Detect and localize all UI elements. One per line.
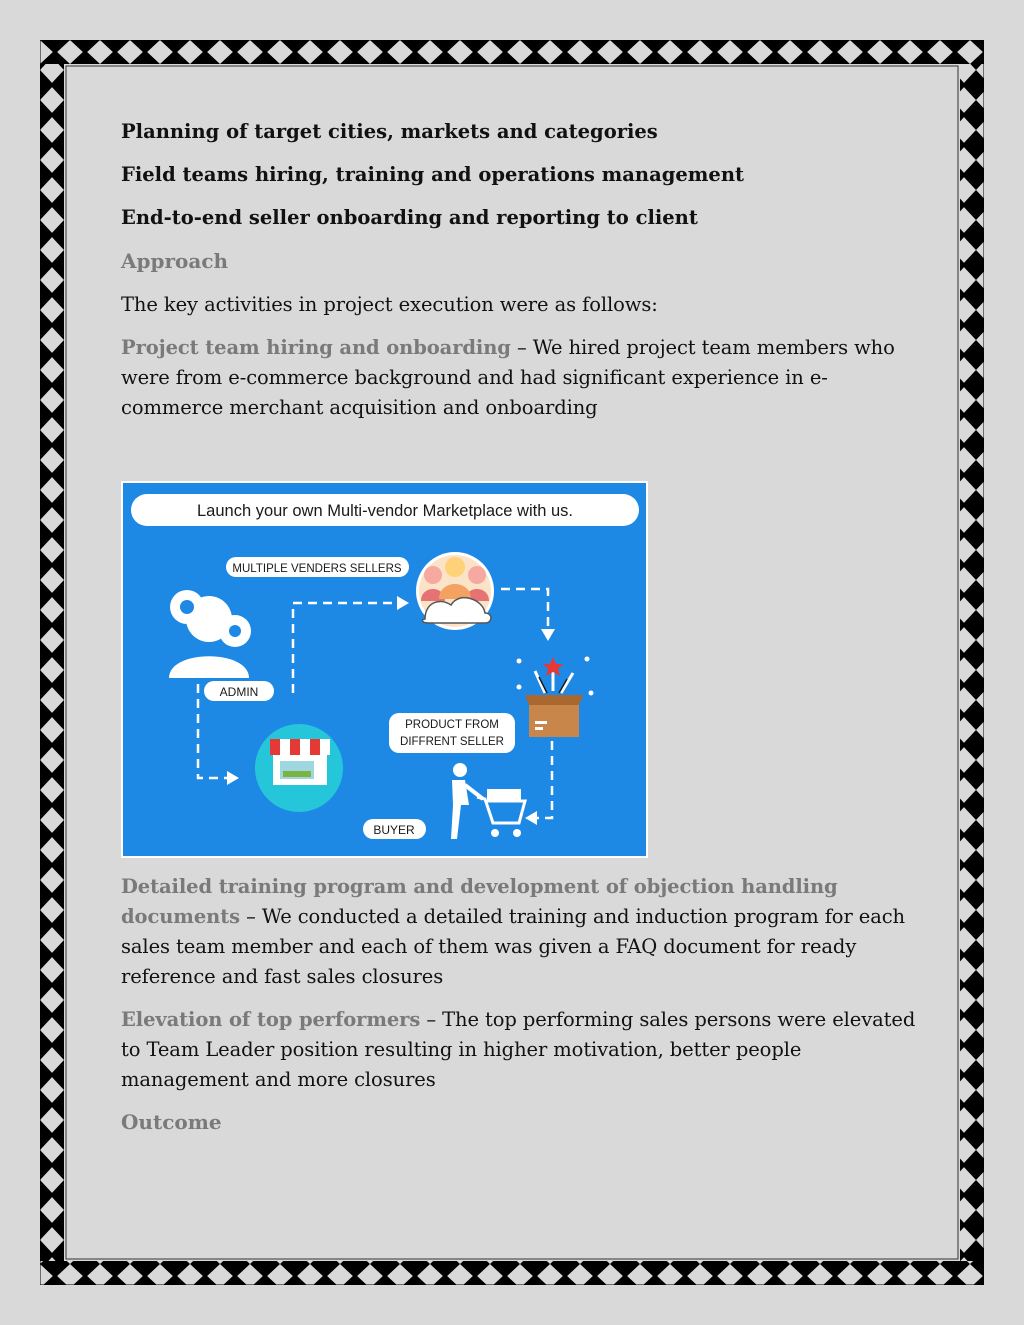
paragraph-body: – The top performing sales persons were elevated to Team Leader position resulting in higher motivation, better people management and more closures — [121, 1008, 916, 1091]
sellers-group-icon — [416, 552, 494, 630]
store-icon — [255, 724, 343, 812]
bullet-onboarding: End-to-end seller onboarding and reporting to client — [121, 206, 698, 229]
paragraph-body: – We conducted a detailed training and induction program for each sales team member and each of them was given a FAQ document for ready reference and fast sales closures — [121, 905, 906, 988]
intro-paragraph: The key activities in project execution were as follows: — [121, 293, 658, 316]
paragraph-lead: Project team hiring and onboarding — [121, 336, 511, 359]
sellers-label: MULTIPLE VENDERS SELLERS — [232, 563, 402, 575]
paragraph-top-performers — [121, 1005, 921, 1095]
paragraph-lead: Detailed training program and development of objection handling documents — [121, 875, 838, 928]
marketplace-figure — [121, 481, 648, 858]
banner-text: Launch your own Multi-vendor Marketplace with us. — [196, 502, 574, 520]
buyer-label: BUYER — [373, 823, 415, 837]
paragraph-body: – We hired project team members who were from e-commerce background and had significant experience in e-commerce merchant acquisition and onboarding — [121, 336, 895, 419]
main-text — [121, 118, 921, 436]
bullet-cities: Planning of target cities, markets and categories — [121, 120, 658, 143]
product-label-line1: PRODUCT FROM — [405, 719, 499, 731]
bullet-field-teams: Field teams hiring, training and operations management — [121, 163, 745, 186]
paragraph-team-hiring — [121, 333, 921, 423]
paragraph-lead: Elevation of top performers — [121, 1008, 421, 1031]
approach-heading: Approach — [121, 249, 229, 273]
outcome-heading: Outcome — [121, 1110, 222, 1134]
after-figure-text — [121, 872, 921, 1151]
paragraph-training — [121, 872, 921, 992]
product-label-line2: DIFFRENT SELLER — [400, 736, 504, 748]
admin-label: ADMIN — [219, 685, 259, 699]
